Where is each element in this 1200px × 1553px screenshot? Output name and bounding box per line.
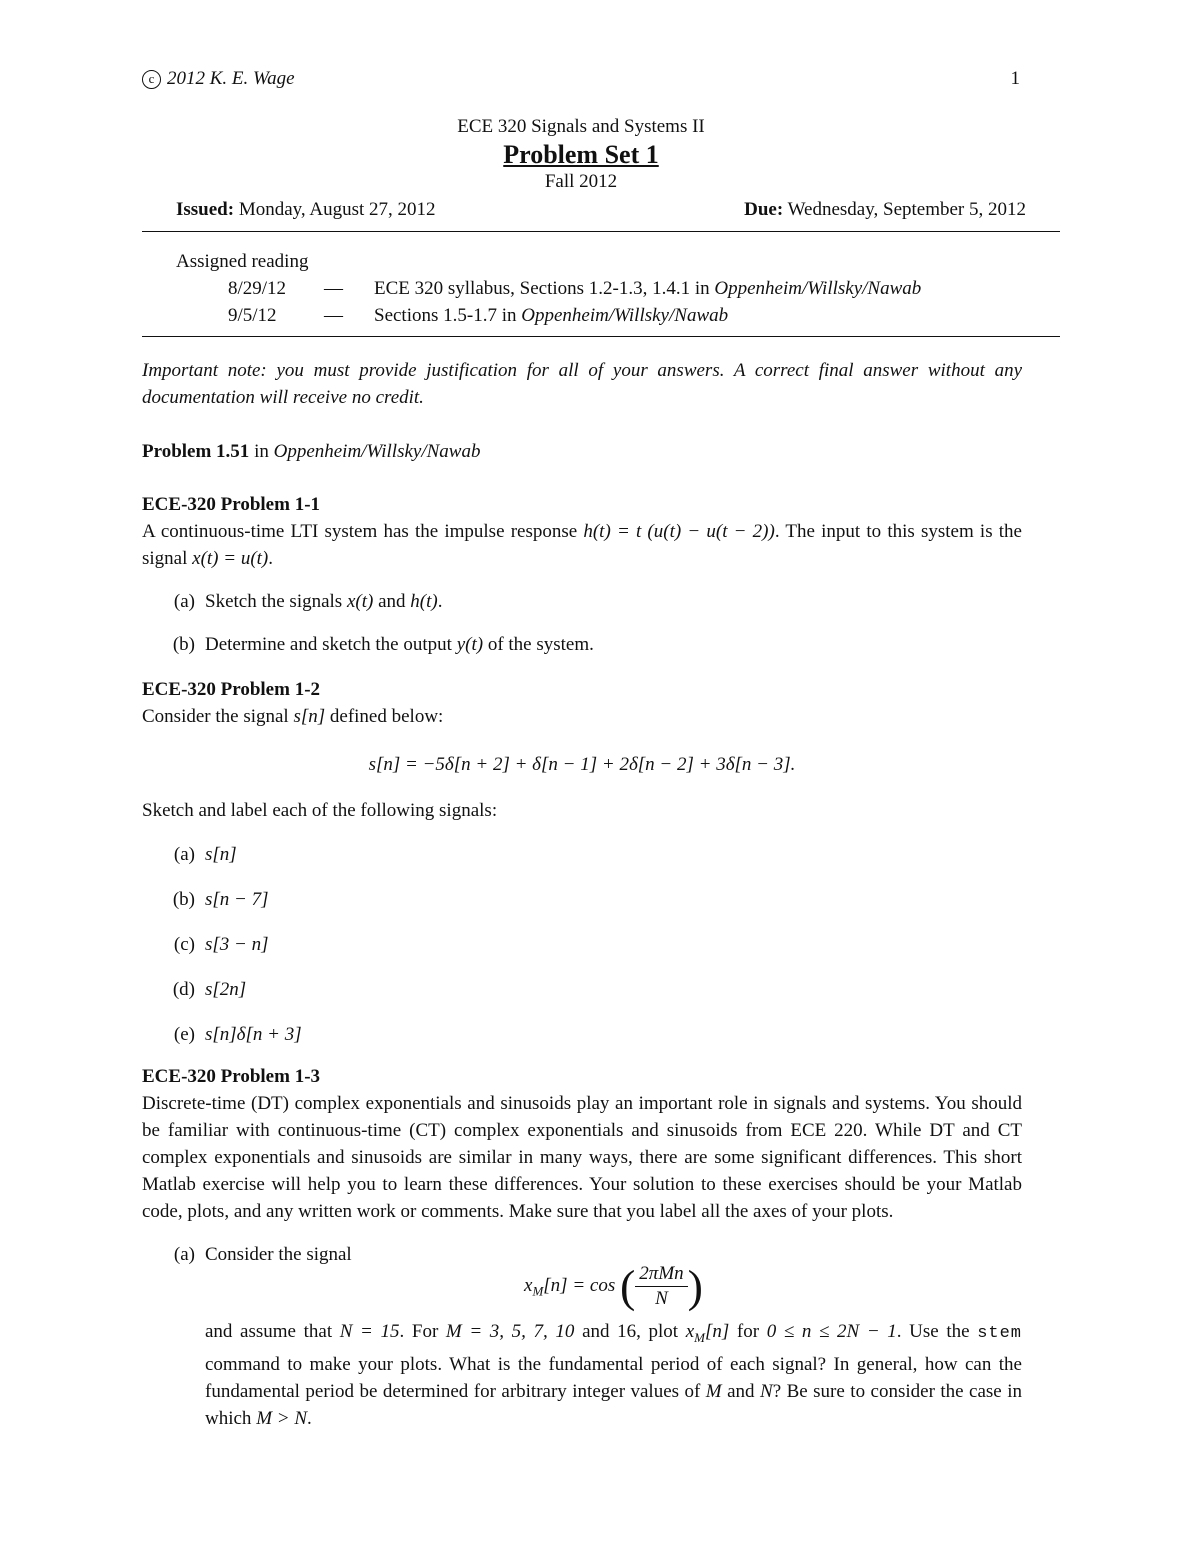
problem-1-51: Problem 1.51 in Oppenheim/Willsky/Nawab — [142, 441, 481, 462]
problem-text: Discrete-time (DT) complex exponentials and sinusoids play an important role in signals and systems. You should be familiar with continuous-time (CT) complex exponentials and sinusoids from ECE 220. While DT and CT complex exponentials and sinusoids are similar in many ways, there are some significant differences. This short Matlab exercise will help you to learn these differences. Your solution to these exercises should be your Matlab code, plots, and any written work or comments. Make sure that you label all the axes of your plots. — [142, 1093, 1022, 1222]
problem-title: ECE-320 Problem 1-3 — [142, 1066, 321, 1087]
item-text: and assume that N = 15. For M = 3, 5, 7, 10 and 16, plot $x_M[n]$ for 0 ≤ n ≤ 2N − 1. Use the stem command to make your plots. What is the fundamental period of each signal? In general, how can the fundamental period be determined for arbitrary integer values of M and N? Be sure to consider the case in which M > N. — [205, 1321, 1022, 1429]
book-title: Oppenheim/Willsky/Nawab — [273, 441, 481, 462]
reading-text: ECE 320 syllabus, Sections 1.2-1.3, 1.4.1 in Oppenheim/Willsky/Nawab — [374, 278, 922, 299]
book-title: Oppenheim/Willsky/Nawab — [521, 305, 729, 326]
equation-x: x(t) = u(t) — [192, 548, 269, 569]
problem-1-3 — [142, 1063, 1022, 1432]
important-note: Important note: you must provide justification for all of your answers. A correct final answer without any documentation will receive no credit. — [142, 360, 1022, 408]
page-title: Problem Set 1 — [503, 140, 659, 169]
book-title: Oppenheim/Willsky/Nawab — [714, 278, 922, 299]
signal-equation: s[n] = −5δ[n + 2] + δ[n − 1] + 2δ[n − 2] + 3δ[n − 3]. — [368, 754, 796, 775]
assigned-reading — [176, 248, 1036, 329]
course-name: ECE 320 Signals and Systems II — [457, 116, 705, 137]
running-head — [142, 65, 1020, 92]
page-number: 1 — [1010, 68, 1020, 89]
problem-items — [142, 1241, 1022, 1432]
problem-title: ECE-320 Problem 1-2 — [142, 679, 321, 700]
problem-text: A continuous-time LTI system has the impulse response h(t) = t (u(t) − u(t − 2)). The input to this system is the signal x(t) = u(t). — [142, 521, 1022, 569]
reading-text: Sections 1.5-1.7 in Oppenheim/Willsky/Nawab — [374, 305, 729, 326]
list-item: (b) s[n − 7] — [172, 889, 269, 910]
divider-bottom — [142, 336, 1060, 337]
list-item: (a) Consider the signal $x_M[n] = \cos$ ( $\frac{\text{2πMn}}{N}$ ) and assume that N = 15. For M = 3, 5, 7, 10 and 16, plot $x_M[n]$ for 0 ≤ n ≤ 2N − 1. Use the stem command to make your plots. What is the fundamental period of each signal? In general, how can the fundamental period be determined for arbitrary integer values of M and N? Be sure to consider the case in which M > N. — [142, 1241, 1022, 1432]
problem-text: Consider the signal s[n] defined below: — [142, 706, 444, 727]
reading-row — [176, 302, 1036, 329]
reading-date: 8/29/12 — [228, 278, 287, 299]
problem-1-2 — [142, 676, 1022, 1048]
copyright-icon: c — [142, 70, 161, 89]
fraction: $\frac{\text{2πMn}}{N}$ — [635, 1262, 687, 1311]
document-header — [142, 114, 1020, 194]
problem-items — [142, 588, 1022, 658]
issued-date: Issued: Monday, August 27, 2012 — [176, 199, 436, 220]
reading-row — [176, 275, 1036, 302]
list-item: (d) s[2n] — [172, 979, 247, 1000]
reading-date: 9/5/12 — [228, 305, 277, 326]
problem-items — [142, 841, 1022, 1048]
reading-heading: Assigned reading — [176, 251, 309, 272]
due-date: Due: Wednesday, September 5, 2012 — [744, 199, 1026, 220]
date-line — [176, 196, 1026, 223]
reading-dash: — — [324, 278, 343, 299]
list-item: (a) s[n] — [173, 844, 237, 865]
problem-1-1 — [142, 491, 1022, 658]
term: Fall 2012 — [544, 171, 618, 192]
equation-h: h(t) = t (u(t) − u(t − 2)) — [583, 521, 775, 542]
reading-dash: — — [324, 305, 343, 326]
divider-top — [142, 231, 1060, 232]
item-lead: Consider the signal — [205, 1244, 352, 1265]
list-item: (b) Determine and sketch the output y(t) of the system. — [172, 634, 594, 655]
copyright-text: 2012 K. E. Wage — [167, 68, 295, 89]
cosine-equation: $x_M[n] = \cos$ ( $\frac{\text{2πMn}}{N}$ ) — [524, 1260, 703, 1312]
list-item: (a) Sketch the signals x(t) and h(t). — [173, 591, 443, 612]
problem-title: ECE-320 Problem 1-1 — [142, 494, 321, 515]
problem-title: Problem 1.51 — [142, 441, 250, 462]
list-item: (e) s[n]δ[n + 3] — [173, 1024, 302, 1045]
copyright-line — [142, 65, 295, 92]
instruction: Sketch and label each of the following signals: — [142, 800, 498, 821]
stem-command: stem — [977, 1324, 1022, 1343]
list-item: (c) s[3 − n] — [173, 934, 269, 955]
